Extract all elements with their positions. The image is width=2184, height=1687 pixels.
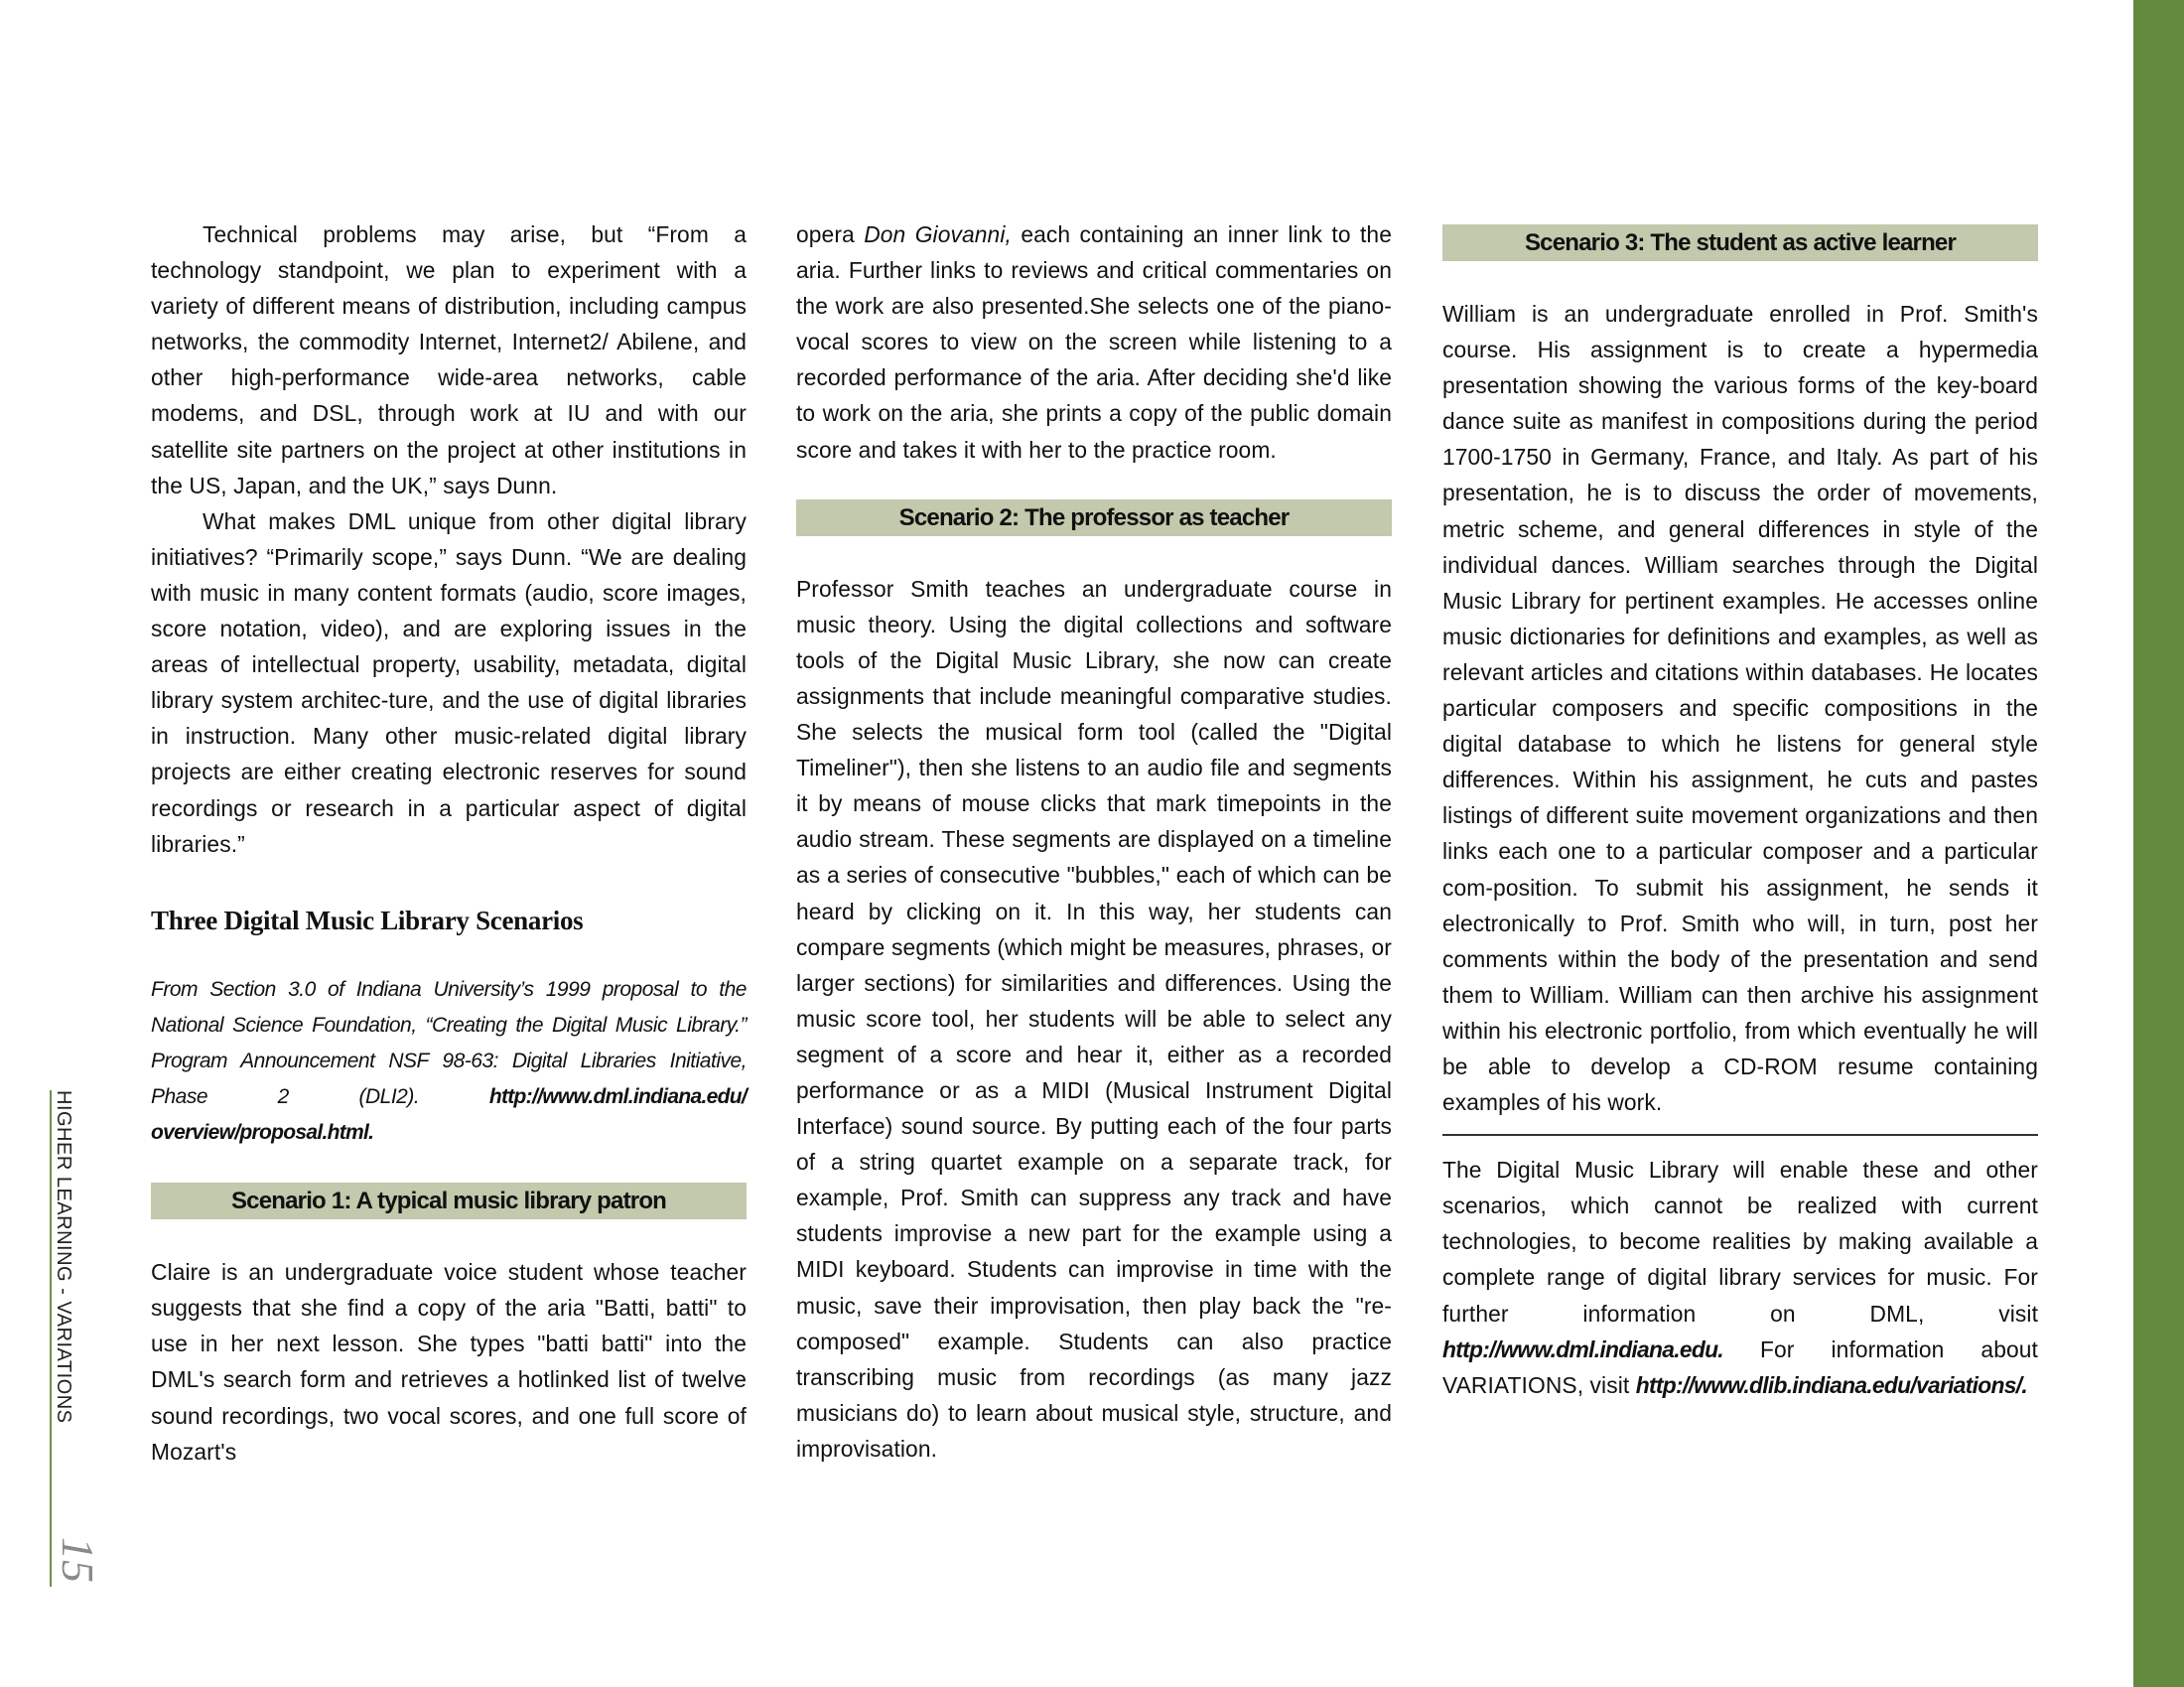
page-number: 15 — [53, 1537, 103, 1583]
scenario-1-continued — [796, 216, 1392, 468]
scenario-3-heading: Scenario 3: The student as active learner — [1442, 224, 2038, 261]
closing-text-1: The Digital Music Library will enable these and other scenarios, which cannot be realized with current technologies, to become realities by making available a complete range of digital library services for music. For further information on DML, visit — [1442, 1157, 2038, 1327]
column-2 — [796, 216, 1392, 1467]
source-citation-text: From Section 3.0 of Indiana University’s 1999 proposal to the National Science Foundation, “Creating the Digital Music Library.” Program Announcement NSF 98-63: Digital Libraries Initiative, Phase 2 (DLI2). — [151, 977, 747, 1108]
variations-link[interactable]: http://www.dlib.indiana.edu/variations/. — [1635, 1371, 2027, 1398]
column-3 — [1442, 216, 2038, 1403]
paragraph-dml-unique: What makes DML unique from other digital library initiatives? “Primarily scope,” says Dunn. “We are dealing with music in many content formats (audio, score images, score notation, video), and are exploring issues in the areas of intellectual property, usability, metadata, digital library system architec-ture, and the use of digital libraries in instruction. Many other music-related digital library projects are either creating electronic reserves for sound recordings or research in a particular aspect of digital libraries.” — [151, 507, 747, 857]
section-title: Three Digital Music Library Scenarios — [151, 905, 584, 935]
scenario-1-text: Claire is an undergraduate voice student whose teacher suggests that she find a copy of the aria "Batti, batti" to use in her next lesson. She types "batti batti" into the DML's search form and retrieves a hotlinked list of twelve sound recordings, two vocal scores, and one full score of Mozart's — [151, 1259, 747, 1465]
scenario-1-cont-rest: each containing an inner link to the aria. Further links to reviews and critical commentaries on the work are also presented.She selects one of the piano-vocal scores to view on the screen while listening to a recorded performance of the aria. After deciding she'd like to work on the aria, she prints a copy of the public domain score and takes it with her to the practice room. — [796, 221, 1392, 463]
closing-paragraph — [1442, 1152, 2038, 1403]
scenario-1-heading: Scenario 1: A typical music library patron — [151, 1183, 747, 1219]
scenario-2-heading: Scenario 2: The professor as teacher — [796, 499, 1392, 536]
opera-title: Don Giovanni, — [864, 221, 1012, 247]
paragraph-technical-problems: Technical problems may arise, but “From a technology standpoint, we plan to experiment with a variety of different means of distribution, including campus networks, the commodity Internet, Internet2/ Abilene, and other high-performance wide-area networks, cable modems, and DSL, through work at IU and with our satellite site partners on the project at other institutions in the US, Japan, and the UK,” says Dunn. — [151, 221, 747, 498]
source-citation — [151, 972, 747, 1151]
closing-text-2: For information about VARIATIONS, visit — [1442, 1336, 2038, 1398]
proposal-link[interactable]: http://www.dml.indiana.edu/ overview/proposal.html. — [151, 1084, 747, 1145]
scenario-1-cont-lead: opera — [796, 221, 855, 247]
scenario-3-text: William is an undergraduate enrolled in Prof. Smith's course. His assignment is to create a hypermedia presentation showing the various forms of the key-board dance suite as manifest in compositions during the period 1700-1750 in Germany, France, and Italy. As part of his presentation, he is to discuss the order of movements, metric scheme, and general differences in style of the individual dances. William searches through the Digital Music Library for pertinent examples. He accesses online music dictionaries for definitions and examples, as well as relevant articles and citations within databases. He locates particular composers and specific compositions in the digital database to which he listens for general style differences. Within his assignment, he cuts and pastes listings of different suite movement organizations and then links each one to a particular composer and a particular com-position. To submit his assignment, he sends it electronically to Prof. Smith who will, in turn, post her comments within the body of the presentation and send them to William. William can then archive his assignment within his electronic portfolio, from which eventually he will be able to develop a CD-ROM resume containing examples of his work. — [1442, 301, 2038, 1116]
scenario-2-text: Professor Smith teaches an undergraduate course in music theory. Using the digital collections and software tools of the Digital Music Library, she now can create assignments that include meaningful comparative studies. She selects the musical form tool (called the "Digital Timeliner"), then she listens to an audio file and segments it by means of mouse clicks that mark timepoints in the audio stream. These segments are displayed on a timeline as a series of consecutive "bubbles," each of which can be heard by clicking on it. In this way, her students can compare segments (which might be measures, phrases, or larger sections) for similarities and differences. Using the music score tool, her students will be able to select any segment of a score and hear it, either as a recorded performance or as a MIDI (Musical Instrument Digital Interface) sound source. By putting each of the four parts of a string quartet example on a separate track, for example, Prof. Smith can suppress any track and have students improvise a new part for the example using a MIDI keyboard. Students can improvise in time with the music, save their improvisation, then play back the "re-composed" example. Students can also practice transcribing music from recordings (as many jazz musicians do) to learn about musical style, structure, and improvisation. — [796, 575, 1392, 1462]
running-section-label: HIGHER LEARNING - VARIATIONS — [53, 1090, 74, 1424]
page-edge-accent-bar — [2133, 0, 2184, 1687]
dml-link[interactable]: http://www.dml.indiana.edu. — [1442, 1336, 1723, 1362]
column-1 — [151, 216, 747, 1470]
